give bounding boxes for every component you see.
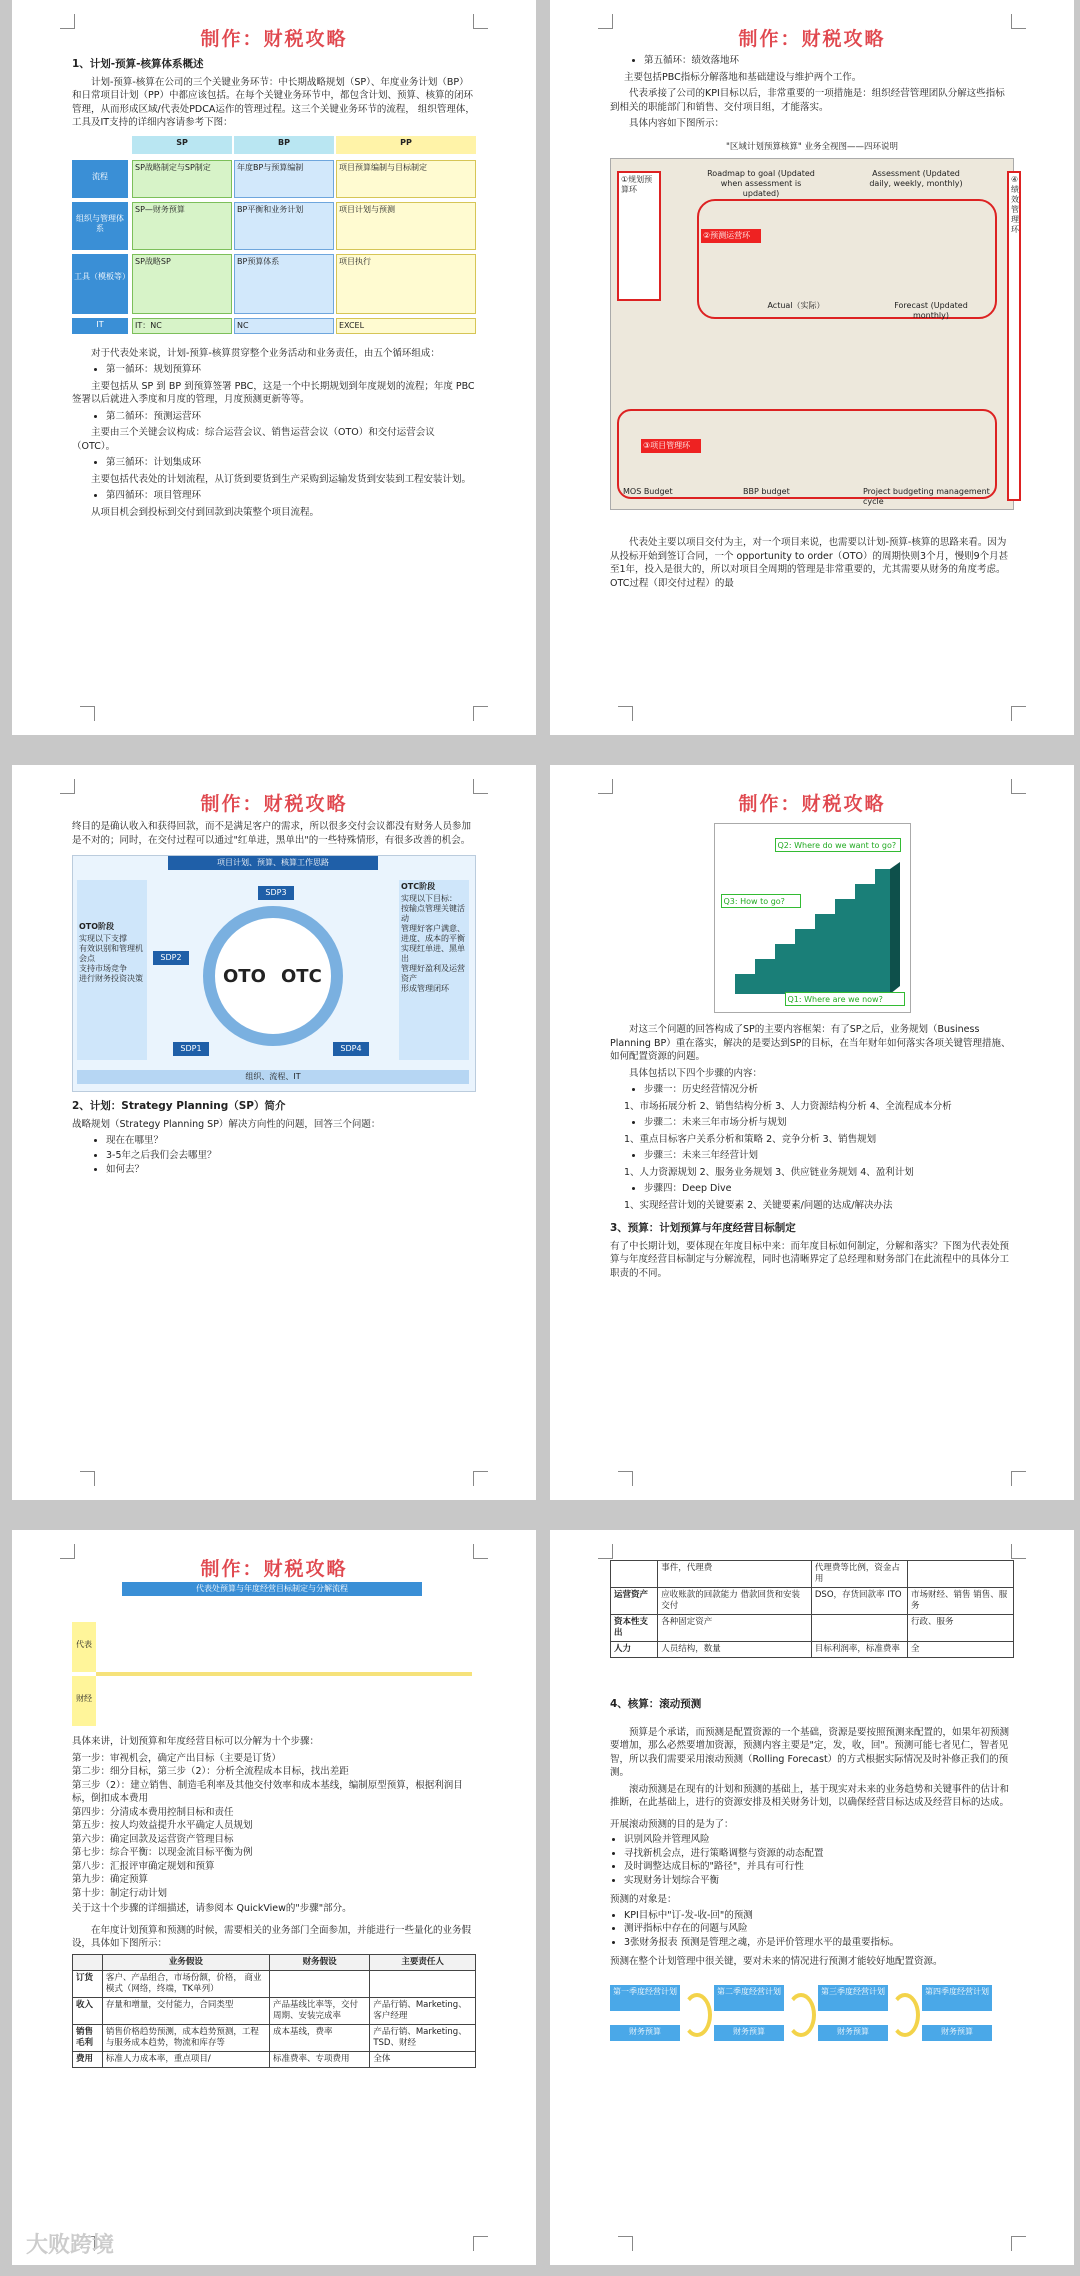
watermark-logo: 大败跨境 (26, 2233, 115, 2258)
otc-panel-title: OTC阶段 (401, 882, 436, 891)
table-cell: 应收账款的回款能力 借款回货和安装交付 (658, 1588, 812, 1615)
paragraph: 对这三个问题的回答构成了SP的主要内容框架：有了SP之后，业务规划（Business Planning BP）重在落实，解决的是要达到SP的目标，在当年财年如何落实各项关键管理措施、如何配置资源的问题。 (610, 1024, 1011, 1062)
quarter-box: 第二季度经营计划 (714, 1985, 784, 2011)
rolling-forecast-diagram (610, 1985, 1014, 2065)
table-row (611, 1615, 1014, 1642)
step-line: 第四步：分清成本费用控制目标和责任 (72, 1806, 234, 1818)
table-cell: 全 (908, 1642, 1014, 1658)
table-cell (611, 1561, 658, 1588)
list-item: • 第二循环：预测运营环 (106, 410, 476, 424)
roadmap-label: Roadmap to goal (Updated when assessment is updated) (707, 169, 815, 198)
oto-panel-title: OTO阶段 (79, 922, 115, 931)
section-heading: 3、预算：计划预算与年度经营目标制定 (610, 1222, 796, 1234)
table-cell: 产品行销、Marketing、TSD、财经 (370, 2024, 476, 2051)
diagram-cell: SP战略制定与SP制定 (132, 160, 232, 198)
pbm-cycle-label: Project budgeting management cycle (863, 487, 990, 506)
table-cell: 代理费等比例，资金占用 (811, 1561, 907, 1588)
page-header-title: 制作：财税攻略 (738, 28, 886, 50)
step-line: 第八步：汇报评审确定规划和预算 (72, 1860, 215, 1872)
crop-mark (618, 2236, 633, 2251)
table-row (73, 2051, 476, 2067)
paragraph: 代表处主要以项目交付为主，对一个项目来说，也需要以计划-预算-核算的思路来看。因为从投标开始到签订合同，一个 opportunity to order（OTO）的周期快则3个月，慢则9个月甚至1年，投入是很大的，所以对项目全周期的管理是非常重要的，尤其需要从财务的角度考虑。OTC过程（即交付过程）的最 (610, 537, 1009, 589)
quarter-box: 第三季度经营计划 (818, 1985, 888, 2011)
assessment-label: Assessment (Updated daily, weekly, monthly) (869, 169, 963, 188)
list-item: • 第五循环：绩效落地环 (644, 54, 1014, 68)
step-list (72, 1752, 476, 1901)
paragraph: 战略规划（Strategy Planning SP）解决方向性的问题，回答三个问题： (72, 1118, 381, 1130)
list-item: • 第四循环：项目管理环 (106, 489, 476, 503)
ring-3-label: ③项目管理环 (641, 439, 701, 453)
table-row (611, 1561, 1014, 1588)
table-cell: DSO，存货回款率 ITO (811, 1588, 907, 1615)
diagram-row-label: 工具（模板等） (72, 254, 128, 314)
table-cell: 人力 (611, 1642, 658, 1658)
list-item: • 3张财务报表 预测是管理之魂，亦是评价管理水平的最重要指标。 (624, 1936, 1014, 1950)
crop-mark (618, 1471, 633, 1486)
paragraph: 主要包括PBC指标分解落地和基础建设与维护两个工作。 (624, 71, 862, 83)
center-otc-label: OTC (281, 966, 322, 987)
table-header (73, 1954, 103, 1970)
list-item: • 寻找新机会点，进行策略调整与资源的动态配置 (624, 1847, 1014, 1861)
table-cell: 销售毛利 (73, 2024, 103, 2051)
table-cell (370, 1970, 476, 1997)
crop-mark (473, 2236, 488, 2251)
diagram-cell: BP平衡和业务计划 (234, 202, 334, 250)
center-oto-label: OTO (223, 966, 266, 987)
paragraph: 关于这十个步骤的详细描述，请参阅本 QuickView的"步骤"部分。 (72, 1903, 352, 1914)
list-item: • 实现财务计划综合平衡 (624, 1874, 1014, 1888)
oto-item: 实现以下支撑 (79, 934, 127, 943)
paragraph: 主要包括从 SP 到 BP 到预算签署 PBC，这是一个中长期规划到年度规划的流程；年度 PBC 签署以后就进入季度和月度的管理，月度预测更新等等。 (72, 380, 475, 405)
diagram-col-header: BP (234, 136, 334, 154)
list-item: • 测评指标中存在的问题与风险 (624, 1922, 1014, 1936)
diagram-col-header: SP (132, 136, 232, 154)
table-header: 主要责任人 (370, 1954, 476, 1970)
forecast-label: Forecast (Updated monthly) (894, 301, 968, 320)
list-item: • 第一循环：规划预算环 (106, 363, 476, 377)
cycle-arrow (786, 1993, 816, 2037)
stairs-q3: Q3: How to go? (721, 894, 801, 908)
budget-flow-diagram (72, 1582, 476, 1732)
table-cell (908, 1561, 1014, 1588)
sdp-label: SDP3 (258, 886, 294, 900)
table-cell: 各种固定资产 (658, 1615, 812, 1642)
actual-label: Actual（实际） (767, 301, 825, 310)
paragraph: 预测在整个计划管理中很关键，要对未来的情况进行预测才能较好地配置资源。 (610, 1956, 943, 1967)
otc-item: 实现红单进、黑单出 (401, 944, 465, 963)
otc-item: 管理好盈利及运营资产 (401, 964, 465, 983)
quarter-box: 第四季度经营计划 (922, 1985, 992, 2011)
table-cell: 行政、服务 (908, 1615, 1014, 1642)
table-cell: 收入 (73, 1997, 103, 2024)
diagram-footer: 组织、流程、IT (77, 1070, 469, 1084)
oto-item: 有效识别和管理机会点 (79, 944, 143, 963)
document-page-5 (12, 1530, 536, 2265)
table-cell: 费用 (73, 2051, 103, 2067)
table-cell: 目标利润率，标准费率 (811, 1642, 907, 1658)
document-page-1 (12, 0, 536, 735)
crop-mark (473, 706, 488, 721)
table-cell: 销售价格趋势预测，成本趋势预测，工程与服务成本趋势，物流和库存等 (102, 2024, 269, 2051)
cycle-arrow (890, 1993, 920, 2037)
assumption-table-continued (610, 1560, 1014, 1658)
document-page-2 (550, 0, 1074, 735)
table-row (73, 2024, 476, 2051)
question-item: • 如何去？ (106, 1163, 476, 1177)
sdp-label: SDP2 (153, 951, 189, 965)
step-line: 第七步：综合平衡：以现金流目标平衡为例 (72, 1847, 253, 1858)
paragraph: 具体来讲，计划预算和年度经营目标可以分解为十个步骤： (72, 1736, 320, 1747)
page-header-title: 制作：财税攻略 (738, 793, 886, 815)
budget-box: 财务预算 (818, 2025, 888, 2041)
list-title: 开展滚动预测的目的是为了： (610, 1818, 734, 1830)
section-heading: 1、计划-预算-核算体系概述 (72, 58, 204, 70)
paragraph: 主要包括代表处的计划流程，从订货到要货到生产采购到运输发货到安装到工程安装计划。 (91, 473, 472, 485)
table-cell: 产品行销、Marketing、客户经理 (370, 1997, 476, 2024)
diagram-cell: 年度BP与预算编制 (234, 160, 334, 198)
step-line: 第六步：确定回款及运营资产管理目标 (72, 1833, 234, 1845)
step-text: 1、市场拓展分析 2、销售结构分析 3、人力资源结构分析 4、全流程成本分析 (624, 1100, 952, 1112)
quarter-box: 第一季度经营计划 (610, 1985, 680, 2011)
oto-item: 支持市场竞争 (79, 964, 127, 973)
table-cell: 人员结构，数量 (658, 1642, 812, 1658)
section-heading: 2、计划：Strategy Planning（SP）简介 (72, 1100, 286, 1112)
step-title: • 步骤一：历史经营情况分析 (644, 1083, 1014, 1097)
otc-item: 按输点管理关键活动 (401, 904, 465, 923)
paragraph: 具体包括以下四个步骤的内容： (629, 1067, 763, 1079)
table-cell: 运营资产 (611, 1588, 658, 1615)
paragraph: 主要由三个关键会议构成：综合运营会议、销售运营会议（OTO）和交付运营会议（OTC）。 (72, 427, 435, 452)
table-cell: 资本性支出 (611, 1615, 658, 1642)
document-page-4 (550, 765, 1074, 1500)
table-header: 业务假设 (102, 1954, 269, 1970)
diagram-row-label: 流程 (72, 160, 128, 198)
crop-mark (80, 1471, 95, 1486)
budget-box: 财务预算 (714, 2025, 784, 2041)
step-text: 1、人力资源规划 2、服务业务规划 3、供应链业务规划 4、盈利计划 (624, 1166, 914, 1178)
diagram-cell: NC (234, 318, 334, 334)
diagram-row-label: 组织与管理体系 (72, 202, 128, 250)
paragraph: 在年度计划预算和预测的时候，需要相关的业务部门全面参加，并能进行一些量化的业务假设，具体如下图所示： (72, 1924, 472, 1949)
paragraph: 从项目机会到投标到交付到回款到决策整个项目流程。 (91, 506, 320, 518)
table-cell: 订货 (73, 1970, 103, 1997)
list-item: • 识别风险并管理风险 (624, 1833, 1014, 1847)
question-item: • 现在在哪里？ (106, 1134, 476, 1148)
diagram-cell: SP战略SP (132, 254, 232, 314)
paragraph: 具体内容如下图所示： (629, 118, 725, 129)
ring-4-label: ④绩效管理环 (1007, 171, 1021, 501)
diagram-cell: BP预算体系 (234, 254, 334, 314)
list-item: • 及时调整达成目标的"路径"，并具有可行性 (624, 1860, 1014, 1874)
table-cell: 产品基线比率等，交付周期、安装完成率 (269, 1997, 369, 2024)
ring-2-label: ②预测运营环 (701, 229, 761, 243)
table-cell: 标准费率、专项费用 (269, 2051, 369, 2067)
table-row (73, 1997, 476, 2024)
step-text: 1、实现经营计划的关键要素 2、关键要素/问题的达成/解决办法 (624, 1199, 893, 1211)
otc-item: 实现以下目标： (401, 894, 457, 903)
table-row (611, 1588, 1014, 1615)
crop-mark (1011, 2236, 1026, 2251)
crop-mark (80, 706, 95, 721)
stairs-q2: Q2: Where do we want to go? (775, 838, 901, 852)
diagram-cell: 项目预算编制与目标制定 (336, 160, 476, 198)
budget-box: 财务预算 (610, 2025, 680, 2041)
stairs-q1: Q1: Where are we now? (785, 992, 905, 1006)
crop-mark (598, 1544, 613, 1559)
paragraph: 有了中长期计划，要体现在年度目标中来：而年度目标如何制定，分解和落实？下图为代表处预算与年度经营目标制定与分解流程，同时也清晰界定了总经理和财务部门在此流程中的具体分工职责的不同。 (610, 1240, 1010, 1279)
oto-panel (77, 880, 147, 1060)
table-cell: 事件，代理费 (658, 1561, 812, 1588)
diagram-cell: 项目计划与预测 (336, 202, 476, 250)
paragraph: 计划-预算-核算在公司的三个关键业务环节：中长期战略规划（SP）、年度业务计划（BP）和日常项目计划（PP）中都应该包括。在每个关键业务环节中，都包含计划、预算、核算的闭环管理，从而形成区域/代表处PDCA运作的管理过程。这三个关键业务环节的流程， 组织管理体，工具及IT支持的详细内容请参考下图： (72, 76, 475, 128)
oto-item: 进行财务投资决策 (79, 974, 143, 983)
mos-budget-label: MOS Budget (623, 487, 673, 496)
table-cell: 市场财经、销售 销售、服务 (908, 1588, 1014, 1615)
page-header-title: 制作：财税攻略 (200, 1558, 348, 1580)
document-page-6 (550, 1530, 1074, 2265)
paragraph: 终目的是确认收入和获得回款，而不是满足客户的需求，所以很多交付会议都没有财务人员参加是不对的；同时，在交付过程可以通过"红单进，黑单出"的一些特殊情形，有很多改善的机会。 (72, 821, 472, 846)
paragraph: 对于代表处来说，计划-预算-核算贯穿整个业务活动和业务责任，由五个循环组成： (91, 347, 440, 359)
step-title: • 步骤三：未来三年经营计划 (644, 1149, 1014, 1163)
crop-mark (618, 706, 633, 721)
otc-panel (399, 880, 469, 1060)
diagram-row-label: IT (72, 318, 128, 334)
step-line: 第三步（2）：建立销售、制造毛利率及其他交付效率和成本基线，编制原型预算，根据利润目标，倒扣成本费用 (72, 1779, 463, 1804)
table-cell: 存量和增量，交付能力，合同类型 (102, 1997, 269, 2024)
section-heading: 4、核算：滚动预测 (610, 1698, 702, 1710)
sdp-label: SDP1 (173, 1042, 209, 1056)
stairs-figure (714, 823, 911, 1013)
diagram-title: "区域计划预算核算" 业务全视图——四环说明 (725, 141, 899, 152)
table-cell: 客户、产品组合，市场份额，价格， 商业模式（网络，终端，TK单列） (102, 1970, 269, 1997)
table-header: 财务假设 (269, 1954, 369, 1970)
cycle-arrow (682, 1993, 712, 2037)
diagram-title: 代表处预算与年度经营目标制定与分解流程 (122, 1582, 422, 1596)
sdp-label: SDP4 (333, 1042, 369, 1056)
step-line: 第九步：确定预算 (72, 1874, 149, 1885)
step-line: 第二步：细分目标，第三步（2）：分析全流程成本目标，找出差距 (72, 1766, 349, 1777)
lane-label: 财经 (72, 1676, 96, 1726)
otc-item: 形成管理闭环 (401, 984, 449, 993)
step-title: • 步骤四：Deep Dive (644, 1182, 1014, 1196)
diagram-col-header: PP (336, 136, 476, 154)
sp-bp-pp-diagram (72, 136, 476, 341)
lane-divider (96, 1672, 472, 1676)
diagram-cell: EXCEL (336, 318, 476, 334)
step-line: 第五步：按人均效益提升水平确定人员规划 (72, 1820, 253, 1831)
page-header-title: 制作：财税攻略 (200, 28, 348, 50)
step-line: 第一步：审视机会，确定产出目标（主要是订货） (72, 1752, 282, 1764)
table-row (73, 1970, 476, 1997)
step-line: 第十步：制定行动计划 (72, 1887, 168, 1899)
list-item: • KPI目标中"订-发-收-回"的预测 (624, 1909, 1014, 1923)
paragraph: 滚动预测是在现有的计划和预测的基础上，基于现实对未来的业务趋势和关键事件的估计和推断，在此基础上，进行的资源安排及相关财务计划，以确保经营目标达成及经营目标的达成。 (610, 1783, 1010, 1808)
crop-mark (1011, 706, 1026, 721)
crop-mark (1011, 1544, 1026, 1559)
list-item: • 第三循环：计划集成环 (106, 456, 476, 470)
table-cell: 标准人力成本率，重点项目/ (102, 2051, 269, 2067)
crop-mark (473, 1471, 488, 1486)
four-rings-diagram (610, 158, 1019, 510)
question-item: • 3-5年之后我们会去哪里？ (106, 1149, 476, 1163)
step-text: 1、重点目标客户关系分析和策略 2、竞争分析 3、销售规划 (624, 1133, 877, 1145)
table-cell (811, 1615, 907, 1642)
table-row (611, 1642, 1014, 1658)
document-page-3 (12, 765, 536, 1500)
paragraph: 预算是个承诺，而预测是配置资源的一个基础，资源是要按照预测来配置的，如果年初预测要增加，那么必然要增加资源，预测内容主要是"定，发，收，回"。预测可能七者见仁，智者见智，所以我们需要采用滚动预测（Rolling Forecast）的方式根据实际情况及时补修正我们的预测。 (610, 1726, 1010, 1778)
table-cell (269, 1970, 369, 1997)
paragraph: 代表承接了公司的KPI目标以后，非常重要的一项措施是：组织经营管理团队分解这些指标到相关的职能部门和销售、交付项目组，才能落实。 (610, 88, 1005, 113)
otc-item: 管理好客户满意、进度、成本的平衡 (401, 924, 465, 943)
bbp-budget-label: BBP budget (743, 487, 790, 496)
diagram-cell: SP—财务预算 (132, 202, 232, 250)
table-cell: 全体 (370, 2051, 476, 2067)
step-title: • 步骤二：未来三年市场分析与规划 (644, 1116, 1014, 1130)
diagram-title: 项目计划、预算、核算工作思路 (168, 856, 378, 870)
diagram-cell: 项目执行 (336, 254, 476, 314)
page-header-title: 制作：财税攻略 (200, 793, 348, 815)
table-cell: 成本基线，费率 (269, 2024, 369, 2051)
budget-box: 财务预算 (922, 2025, 992, 2041)
lane-label: 代表 (72, 1622, 96, 1672)
ring-1-label: ①规划预算环 (617, 171, 661, 301)
stairs-icon (715, 824, 910, 1012)
assumption-table (72, 1954, 476, 2068)
oto-otc-diagram (72, 855, 476, 1092)
crop-mark (1011, 1471, 1026, 1486)
list-title: 预测的对象是： (610, 1894, 677, 1905)
diagram-cell: IT：NC (132, 318, 232, 334)
